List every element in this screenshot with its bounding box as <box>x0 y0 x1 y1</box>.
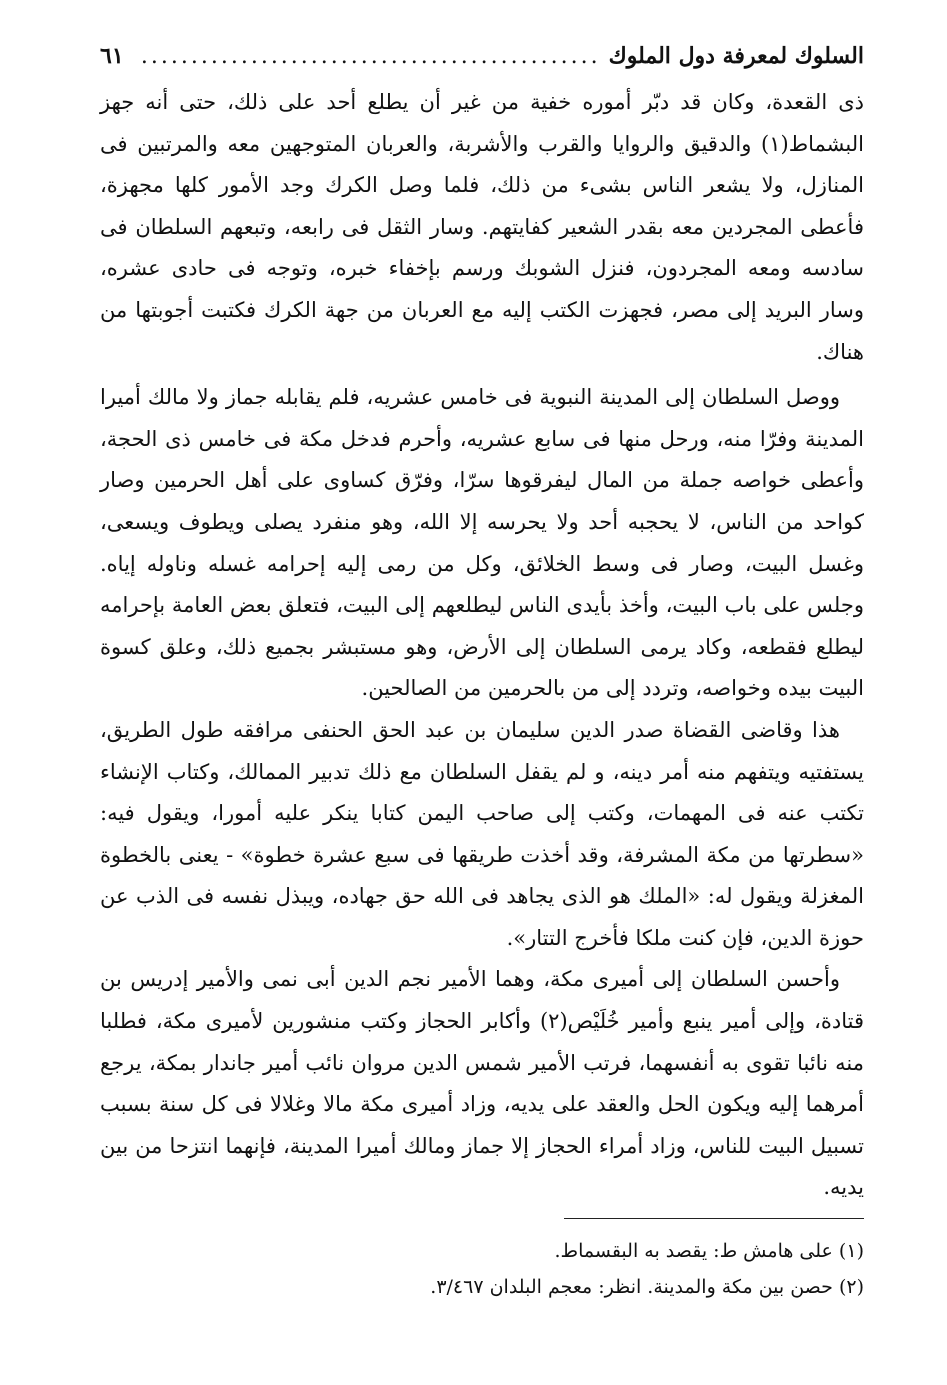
book-title: السلوك لمعرفة دول الملوك <box>608 43 864 69</box>
footnotes <box>100 1233 864 1305</box>
footnote-2: (٢) حصن بين مكة والمدينة. انظر: معجم البلدان ٣/٤٦٧. <box>430 1276 864 1298</box>
paragraph-3: هذا وقاضى القضاة صدر الدين سليمان بن عبد الحق الحنفى مرافقه طول الطريق، يستفتيه ويتفهم منه أمر دينه، و لم يقفل السلطان مع ذلك تدبير الممالك، وكتاب الإنشاء تكتب عنه فى المهمات، وكتب إلى صاحب اليمن كتابا ينكر عليه أمورا، ويقول فيه: «سطرتها من مكة المشرفة، وقد أخذت طريقها فى سبع عشرة خطوة» - يعنى بالخطوة المغزلة ويقول له: «الملك هو الذى يجاهد فى الله حق جهاده، ويبذل نفسه فى الذب عن حوزة الدين، فإن كنت ملكا فأخرج التتار». <box>100 717 864 950</box>
running-header <box>100 36 864 76</box>
main-text <box>100 82 864 1209</box>
footnote-1: (١) على هامش ط: يقصد به البقسماط. <box>554 1240 864 1262</box>
header-dot-leader: .............................................. <box>140 44 601 69</box>
paragraph-4: وأحسن السلطان إلى أميرى مكة، وهما الأمير نجم الدين أبى نمى والأمير إدريس بن قتادة، وإلى أمير ينبع وأمير خُلَيْص(٢) وأكابر الحجاز وكتب منشورين لأميرى مكة، فطلبا منه نائبا تقوى به أنفسهما، فرتب الأمير شمس الدين مروان نائب أمير جاندار بمكة، يرجع أمرهما إليه ويكون الحل والعقد على يديه، وزاد أميرى مكة مالا وغلالا فى كل سنة بسبب تسبيل البيت للناس، وزاد أمراء الحجاز إلا جماز ومالك أميرا المدينة، فإنهما انتزحا من بين يديه. <box>100 967 865 1200</box>
paragraph-1: ذى القعدة، وكان قد دبّر أموره خفية من غير أن يطلع أحد على ذلك، حتى أنه جهز البشماط(١) والدقيق والروايا والقرب والأشربة، والعربان المتوجهين معه والمرتبين فى المنازل، ولا يشعر الناس بشىء من ذلك، فلما وصل الكرك وجد الأمور كلها مجهزة، فأعطى المجردين معه بقدر الشعير كفايتهم. وسار الثقل فى رابعه، وتبعهم السلطان فى سادسه ومعه المجردون، فنزل الشوبك ورسم بإخفاء خبره، وتوجه فى حادى عشره، وسار البريد إلى مصر، فجهزت الكتب إليه مع العربان من جهة الكرك فكتبت أجوبتها من هناك. <box>100 90 864 364</box>
paragraph-2: ووصل السلطان إلى المدينة النبوية فى خامس عشريه، فلم يقابله جماز ولا مالك أميرا المدينة وفرّا منه، ورحل منها فى سابع عشريه، وأحرم فدخل مكة فى خامس ذى الحجة، وأعطى خواصه جملة من المال ليفرقوها سرّا، وفرّق كساوى على أهل الحرمين وصار كواحد من الناس، لا يحجبه أحد ولا يحرسه إلا الله، وهو منفرد يصلى ويطوف ويسعى، وغسل البيت، وصار فى وسط الخلائق، وكل من رمى إليه إحرامه غسله وناوله إياه. وجلس على باب البيت، وأخذ بأيدى الناس ليطلعهم إلى البيت، فتعلق بعض العامة بإحرامه ليطلع فقطعه، وكاد يرمى السلطان إلى الأرض، وهو مستبشر بجميع ذلك، وعلق كسوة البيت بيده وخواصه، وتردد إلى من بالحرمين من الصالحين. <box>100 385 864 701</box>
page-number: ٦١ <box>100 43 124 69</box>
footnote-separator <box>564 1218 864 1219</box>
book-page <box>100 36 864 1209</box>
